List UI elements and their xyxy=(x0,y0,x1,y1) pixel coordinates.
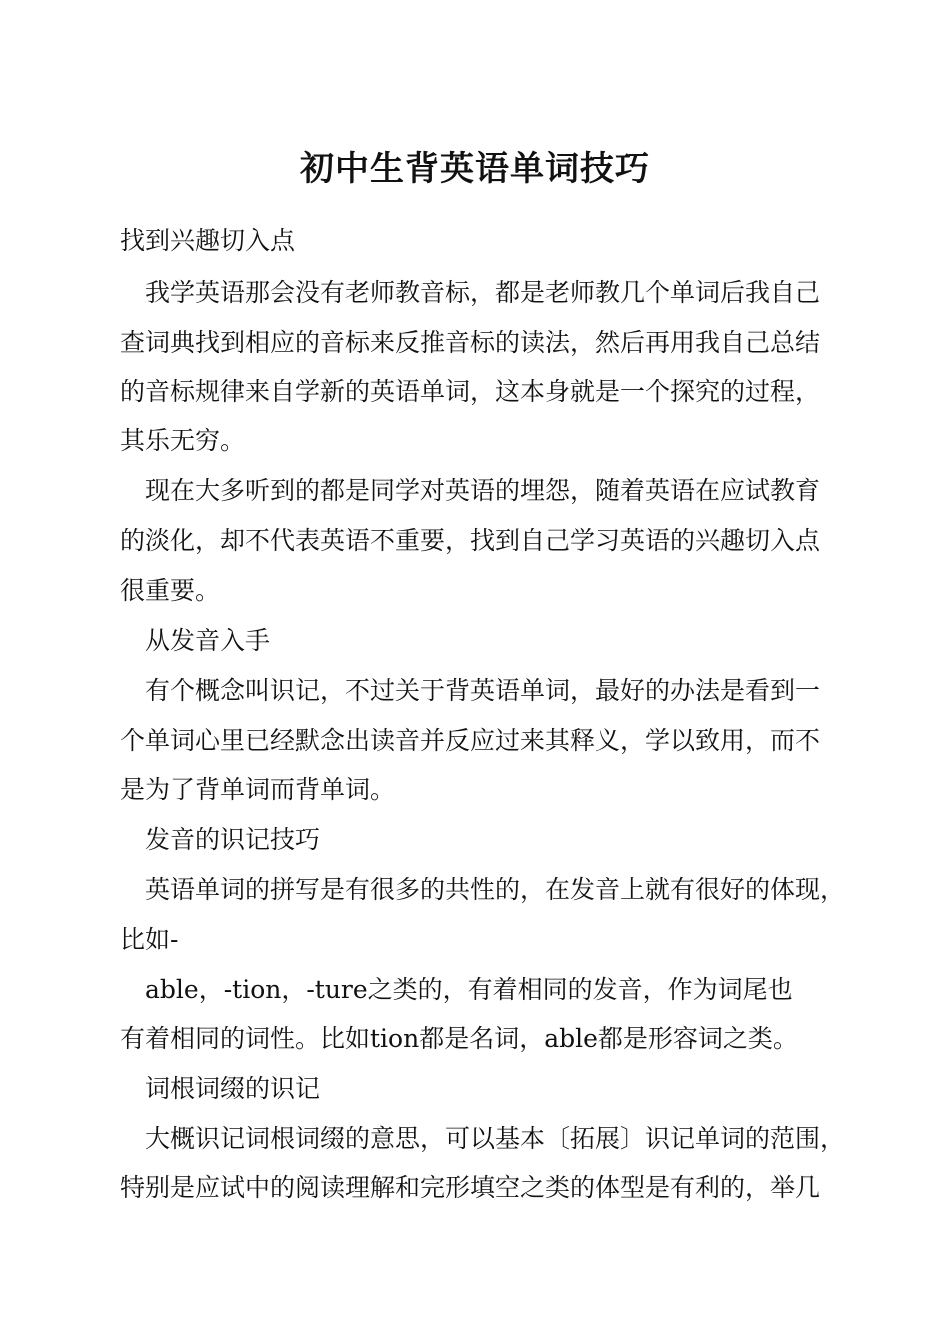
paragraph-line: 有着相同的词性。比如tion都是名词，able都是形容词之类。 xyxy=(120,1024,798,1053)
section-heading-roots-affixes: 词根词缀的识记 xyxy=(145,1074,321,1103)
section-heading-pronunciation: 从发音入手 xyxy=(145,626,271,655)
paragraph-line: 是为了背单词而背单词。 xyxy=(120,775,396,804)
document-title: 初中生背英语单词技巧 xyxy=(300,149,650,189)
paragraph-line: 英语单词的拼写是有很多的共性的，在发音上就有很好的体现， xyxy=(145,875,846,904)
paragraph-line: 比如- xyxy=(120,925,179,954)
paragraph-line: able，-tion，-ture之类的，有着相同的发音，作为词尾也 xyxy=(145,975,793,1004)
paragraph-line: 的淡化，却不代表英语不重要，找到自己学习英语的兴趣切入点 xyxy=(120,526,821,555)
paragraph-line: 的音标规律来自学新的英语单词，这本身就是一个探究的过程， xyxy=(120,377,821,406)
paragraph-line: 现在大多听到的都是同学对英语的埋怨，随着英语在应试教育 xyxy=(145,476,821,505)
paragraph-line: 特别是应试中的阅读理解和完形填空之类的体型是有利的，举几 xyxy=(120,1173,821,1202)
paragraph-line: 大概识记词根词缀的意思，可以基本〔拓展〕识记单词的范围， xyxy=(145,1124,846,1153)
paragraph-line: 我学英语那会没有老师教音标，都是老师教几个单词后我自己 xyxy=(145,278,821,307)
section-heading-interest: 找到兴趣切入点 xyxy=(120,226,296,255)
paragraph-line: 有个概念叫识记，不过关于背英语单词，最好的办法是看到一 xyxy=(145,676,821,705)
paragraph-line: 很重要。 xyxy=(120,576,221,605)
paragraph-line: 个单词心里已经默念出读音并反应过来其释义，学以致用，而不 xyxy=(120,726,821,755)
paragraph-line: 查词典找到相应的音标来反推音标的读法，然后再用我自己总结 xyxy=(120,328,821,357)
paragraph-line: 其乐无穷。 xyxy=(120,426,246,455)
section-heading-pronunciation-tips: 发音的识记技巧 xyxy=(145,825,321,854)
